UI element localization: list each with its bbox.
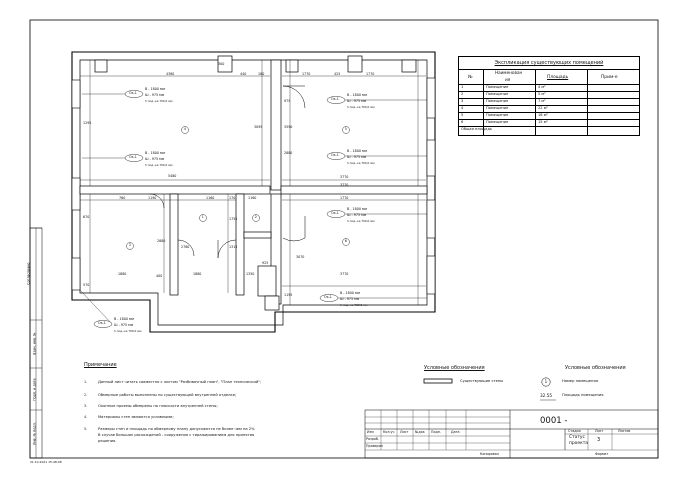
window-sill: h под.-ка 700.0 мм xyxy=(347,161,375,165)
room-explication-table xyxy=(458,56,640,136)
dim-3770b: 3770 xyxy=(340,272,349,276)
legend-wall-label: Существующие стены xyxy=(460,379,504,383)
dim-1315: 1315 xyxy=(229,245,238,249)
dim-5480: 5480 xyxy=(168,174,177,178)
dim-1770: 1770 xyxy=(302,72,311,76)
dim-180: 180 xyxy=(258,72,265,76)
window-sill: h под.-ка 700.0 мм xyxy=(145,99,173,103)
explication-row-name: Помещение xyxy=(486,106,509,110)
dim-760: 760 xyxy=(119,196,126,200)
window-height: В - 1800 мм xyxy=(347,149,367,153)
tb-listov: Листов xyxy=(618,429,631,433)
dim-1770b: 1770 xyxy=(366,72,375,76)
explication-row-area: 4 м² xyxy=(538,85,546,89)
room-number-1: 1 xyxy=(201,215,204,220)
explication-row-name: Помещение xyxy=(486,85,509,89)
note-text: Оконные проемы обмерены по плоскости внутренней стены; xyxy=(98,404,218,408)
dim-1880: 1880 xyxy=(118,272,127,276)
note-text: Размеры стен и площадь по обмерному плану допускаются не более чем на 2% xyxy=(98,427,255,431)
tb-status-2: проекта xyxy=(569,441,588,446)
note-number: 1. xyxy=(84,380,88,384)
window-width: Ш - 975 мм xyxy=(347,155,367,159)
window-sill: h под.-ка 700.0 мм xyxy=(114,329,142,333)
window-height: В - 1800 мм xyxy=(145,87,165,91)
note-text: В случае больших расхождений - сооружения с тиражированием для принятия xyxy=(98,433,255,437)
explication-row-num: 2 xyxy=(461,92,464,96)
explication-header-name-2: ия xyxy=(505,77,511,82)
explication-row-num: 3 xyxy=(461,99,464,103)
note-text: Данный лист читать совместно с листом "Разбивочный план", "План технический"; xyxy=(98,380,262,384)
window-tag: Ок-1 xyxy=(98,321,106,326)
note-number: 3. xyxy=(84,404,88,408)
tb-header-kolvo: Кол.уч xyxy=(383,430,395,434)
legend-left-title: Условные обозначения xyxy=(424,365,485,371)
explication-row-name: Помещение xyxy=(486,113,509,117)
explication-title: Экспликация существующих помещений xyxy=(494,60,604,66)
dim-1195: 1195 xyxy=(284,293,293,297)
notes-title: Примечание xyxy=(84,362,117,368)
window-width: Ш - 975 мм xyxy=(340,297,360,301)
dim-400: 400 xyxy=(156,274,163,278)
window-width: Ш - 975 мм xyxy=(347,99,367,103)
explication-row-area: 5 м² xyxy=(538,92,546,96)
tb-stadia: Стадия xyxy=(568,429,581,433)
tb-row-razrab: Разраб. xyxy=(366,437,379,441)
tb-format: Формат xyxy=(595,452,609,456)
note-text: Обмерные работы выполнены по существующей внутренней отделке; xyxy=(98,393,237,397)
note-number: 2. xyxy=(84,393,88,397)
dim-3590: 3590 xyxy=(284,125,293,129)
dim-3095: 3095 xyxy=(254,125,263,129)
room-number-4: 4 xyxy=(183,127,186,132)
dim-3070: 3070 xyxy=(296,255,305,259)
window-width: Ш - 975 мм xyxy=(145,157,165,161)
note-text: решения. xyxy=(98,439,117,443)
explication-header-name: Наименован xyxy=(495,70,523,75)
explication-row-num: 4 xyxy=(461,106,464,110)
dim-975: 975 xyxy=(284,99,291,103)
explication-row-num: 6 xyxy=(461,120,464,124)
window-width: Ш - 975 мм xyxy=(145,93,165,97)
dim-425: 425 xyxy=(334,72,341,76)
dim-440: 440 xyxy=(240,72,247,76)
window-sill: h под.-ка 700.0 мм xyxy=(347,219,375,223)
window-sill: h под.-ка 700.0 мм xyxy=(347,105,375,109)
tb-header-list: Лист xyxy=(400,430,409,434)
tb-copied: Копировал xyxy=(480,452,499,456)
room-number-3: 3 xyxy=(128,243,131,248)
tb-header-ndoc: №док xyxy=(415,430,425,434)
room-number-6: 6 xyxy=(344,239,347,244)
tb-header-podp: Подп. xyxy=(431,430,441,434)
legend-area-label: Площадь помещения xyxy=(562,393,604,397)
window-tag: Ок-1 xyxy=(331,211,339,216)
window-height: В - 1800 мм xyxy=(145,151,165,155)
note-number: 4. xyxy=(84,415,88,419)
dim-925: 925 xyxy=(262,261,269,265)
tb-list: Лист xyxy=(595,429,604,433)
dim-1190: 1190 xyxy=(148,196,157,200)
dim-r2-1880: 1880 xyxy=(193,272,202,276)
legend-room-symbol: 1 xyxy=(544,379,548,385)
tb-sheet-number: 3 xyxy=(597,437,601,443)
window-tag: Ок-1 xyxy=(129,91,137,96)
dim-4380: 4380 xyxy=(166,72,175,76)
side-stamp-podp: Подп. и дата xyxy=(32,378,37,401)
window-width: Ш - 975 мм xyxy=(347,213,367,217)
note-number: 5. xyxy=(84,427,88,431)
dim-1770c: 1770 xyxy=(340,196,349,200)
dim-1295: 1295 xyxy=(83,121,92,125)
explication-header-area: Площадь xyxy=(547,75,569,80)
window-tag: Ок-1 xyxy=(129,155,137,160)
dim-670: 670 xyxy=(83,215,90,219)
drawing-code: 0001 - xyxy=(540,416,568,426)
explication-row-num: 1 xyxy=(461,85,464,89)
tb-header-date: Дата xyxy=(451,430,460,434)
window-sill: h под.-ка 700.0 мм xyxy=(340,303,368,307)
side-stamp-inv: Инв. № подл. xyxy=(32,422,37,446)
window-tag: Ок-1 xyxy=(324,295,332,300)
dim-r1-2880: 2880 xyxy=(157,239,166,243)
explication-header-note: Прим-е xyxy=(601,75,618,80)
window-sill: h под.-ка 700.0 мм xyxy=(145,163,173,167)
dim-2780: 2780 xyxy=(181,245,190,249)
dim-570: 570 xyxy=(83,283,90,287)
window-height: В - 1800 мм xyxy=(114,317,134,321)
tb-row-proveril: Проверил xyxy=(366,444,383,448)
room-number-2: 2 xyxy=(254,215,257,220)
dim-1350: 1350 xyxy=(246,272,255,276)
tb-status-1: Статус xyxy=(569,435,585,440)
dim-3770c: 3770 xyxy=(340,183,349,187)
wall-legend-symbol xyxy=(424,379,452,383)
side-stamp-vzam: Взам. инв. № xyxy=(32,332,37,355)
title-block xyxy=(365,410,658,458)
side-stamp-soglasovano: Согласовано xyxy=(26,262,31,285)
explication-row-area: 22 м² xyxy=(538,106,548,110)
dim-1160: 1160 xyxy=(206,196,215,200)
tb-header-izm: Изм xyxy=(367,430,374,434)
window-height: В - 1800 мм xyxy=(340,291,360,295)
explication-row-area: 15 м² xyxy=(538,120,548,124)
explication-total: Общая площадь xyxy=(461,127,492,131)
explication-row-num: 5 xyxy=(461,113,464,117)
window-tag: Ок-1 xyxy=(331,153,339,158)
legend-right-title: Условные обозначения xyxy=(565,365,626,371)
legend-room-label: Номер помещения xyxy=(562,379,599,383)
explication-header-num: № xyxy=(468,75,473,80)
explication-row-area: 16 м² xyxy=(538,113,548,117)
dim-1755: 1755 xyxy=(229,217,238,221)
legend-area-symbol: 32.55 xyxy=(540,393,552,398)
dim-1160b: 1160 xyxy=(248,196,257,200)
dim-170: 170 xyxy=(229,196,236,200)
window-height: В - 1800 мм xyxy=(347,207,367,211)
explication-row-name: Помещение xyxy=(486,99,509,103)
window-height: В - 1800 мм xyxy=(347,93,367,97)
window-width: Ш - 975 мм xyxy=(114,323,134,327)
note-text: Материалы стен являются условными; xyxy=(98,415,174,419)
explication-row-area: 7 м² xyxy=(538,99,546,103)
dim-300: 300 xyxy=(218,62,225,66)
explication-row-name: Помещение xyxy=(486,120,509,124)
explication-row-name: Помещение xyxy=(486,92,509,96)
room-number-5: 5 xyxy=(344,127,347,132)
dim-2880: 2880 xyxy=(284,151,293,155)
date-stamp: 21.10.2021 15:48:08 xyxy=(30,460,62,464)
dim-3770: 3770 xyxy=(340,175,349,179)
window-tag: Ок-1 xyxy=(331,97,339,102)
